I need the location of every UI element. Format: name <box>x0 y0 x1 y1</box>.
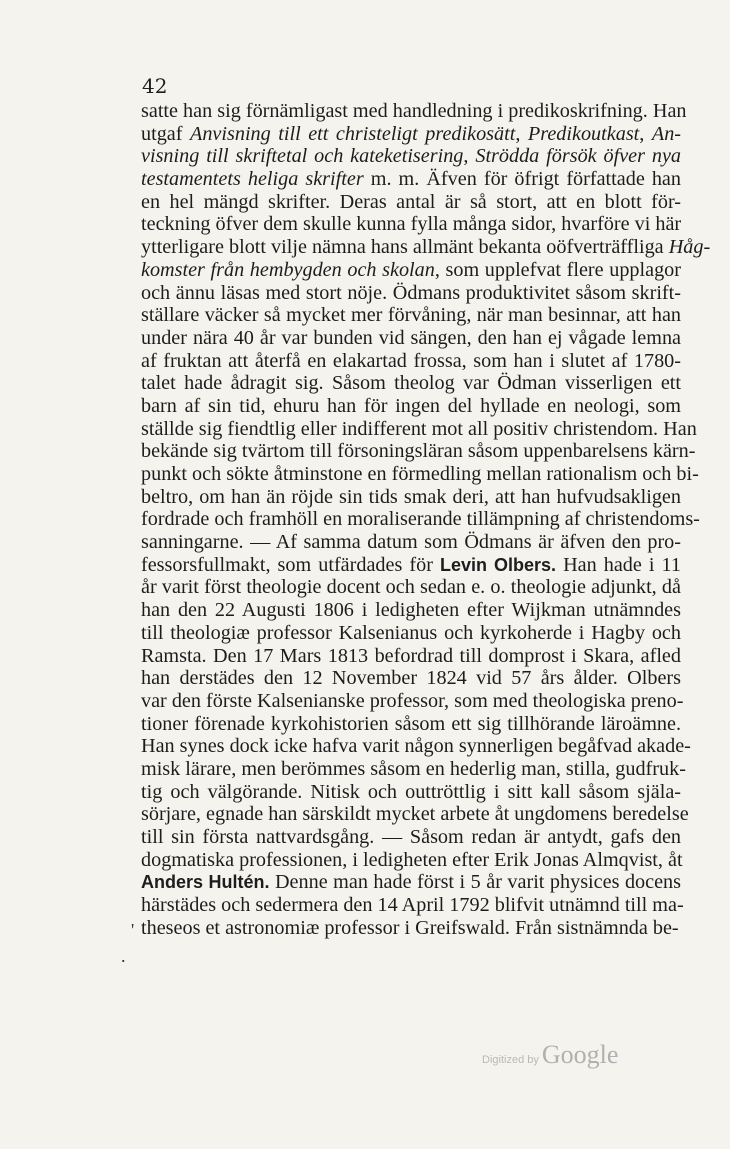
text-line <box>141 372 681 395</box>
text-line <box>141 236 711 259</box>
text-segment: till theologiæ professor Kalsenianus och kyrkoherde i Hagby och <box>141 621 681 644</box>
text-line <box>141 486 681 509</box>
text-line <box>141 735 691 758</box>
italic-title: Strödda försök öfver nya <box>475 145 682 168</box>
text-line <box>141 395 681 418</box>
stray-mark: ' <box>131 920 135 940</box>
google-logo: Google <box>541 1040 619 1069</box>
text-segment: punkt och sökte åtminstone en förmedling mellan rationalism och bi- <box>141 463 699 485</box>
italic-title: komster från hembygden och skolan <box>141 258 435 281</box>
text-line <box>141 667 681 690</box>
text-line <box>141 350 681 373</box>
person-name: Levin Olbers. <box>439 554 557 575</box>
digitization-watermark <box>482 1040 618 1070</box>
text-line <box>141 599 681 622</box>
text-line <box>141 781 681 804</box>
italic-title: visning till skriftetal och kateketisering <box>141 145 464 168</box>
body-text <box>141 100 711 939</box>
text-line <box>141 871 681 894</box>
text-segment: Han synes dock icke hafva varit någon synnerligen begåfvad akade- <box>141 735 691 758</box>
text-segment: misk lärare, men berömmes såsom en hederlig man, stilla, gudfruk- <box>141 757 686 780</box>
text-segment: teckning öfver dem skulle kunna fylla många sidor, hvarföre vi här <box>141 213 682 236</box>
text-line <box>141 757 686 781</box>
text-segment: , <box>515 122 528 145</box>
text-segment: Ramsta. Den 17 Mars 1813 befordrad till domprost i Skara, afled <box>141 644 681 667</box>
text-line <box>141 508 700 531</box>
text-line <box>141 259 681 282</box>
text-segment: satte han sig förnämligast med handledning i predikoskrifning. Han <box>141 100 687 122</box>
italic-title: Håg- <box>668 236 711 259</box>
text-line <box>141 803 689 826</box>
text-line <box>141 849 681 872</box>
text-line <box>141 554 681 577</box>
text-line <box>141 100 687 123</box>
text-segment: , <box>639 122 652 145</box>
text-line <box>141 145 681 168</box>
text-segment: tioner förenade kyrkohistorien såsom ett sig tillhörande läroämne. <box>141 712 681 735</box>
digitized-by-label: Digitized by <box>482 1054 539 1066</box>
text-line <box>141 304 681 327</box>
text-line <box>141 576 681 599</box>
text-segment: han den 22 Augusti 1806 i ledigheten efter Wijkman utnämndes <box>141 599 681 622</box>
text-line <box>141 213 681 236</box>
italic-title: Predikoutkast <box>527 122 640 145</box>
text-line <box>141 917 681 940</box>
text-segment: bekände sig tvärtom till försoningsläran såsom uppenbarelsens kärn- <box>141 440 696 463</box>
text-line <box>141 123 681 146</box>
italic-title: Anvisning till ett christeligt predikosätt <box>190 122 516 145</box>
italic-title: testamentets heliga skrifter <box>141 168 364 191</box>
text-segment: , <box>463 145 476 168</box>
text-segment: tig och välgörande. Nitisk och outtröttlig i sitt kall såsom själa- <box>141 780 681 803</box>
text-line <box>141 327 681 350</box>
text-segment: han derstädes den 12 November 1824 vid 57 års ålder. Olbers <box>141 667 681 690</box>
text-segment: och ännu läsas med stort nöje. Ödmans produktivitet såsom skrift- <box>141 281 681 304</box>
text-line <box>141 645 681 668</box>
text-segment: sanningarne. — Af samma datum som Ödmans är äfven den pro- <box>141 531 681 554</box>
text-segment: dogmatiska professionen, i ledigheten efter Erik Jonas Almqvist, åt <box>141 848 683 871</box>
text-line <box>141 191 681 214</box>
text-segment: ställde sig fiendtlig eller indifferent mot all positiv christendom. Han <box>141 417 697 440</box>
text-segment: utgaf <box>141 122 190 145</box>
person-name: Anders Hultén. <box>141 872 270 893</box>
italic-title: An- <box>651 122 682 145</box>
text-line <box>141 713 681 736</box>
text-segment: ställare väcker så mycket mer förvåning, när man besinnar, att han <box>141 304 681 327</box>
text-segment: , som upplefvat flere upplagor <box>434 258 681 281</box>
text-segment: under nära 40 år var bunden vid sängen, den han ej vågade lemna <box>141 326 681 349</box>
text-line <box>141 826 681 849</box>
text-segment: år varit först theologie docent och sedan e. o. theologie adjunkt, då <box>141 576 681 599</box>
stray-mark: . <box>121 946 126 966</box>
text-segment: en hel mängd skrifter. Deras antal är så stort, att en blott för- <box>141 190 681 213</box>
text-segment: var den förste Kalsenianske professor, som med theologiska preno- <box>141 689 684 712</box>
page-number: 42 <box>142 74 168 98</box>
text-line <box>141 440 696 463</box>
text-line <box>141 689 684 713</box>
text-segment: till sin första nattvardsgång. — Såsom redan är antydt, gafs den <box>141 826 681 848</box>
text-segment: ytterligare blott vilje nämna hans allmänt bekanta oöfverträffliga <box>141 236 669 259</box>
text-segment: m. m. Äfven för öfrigt författade han <box>363 168 681 191</box>
text-line <box>141 531 681 554</box>
text-line <box>141 417 697 441</box>
text-segment: fessorsfullmakt, som utfärdades för <box>141 553 440 576</box>
text-segment: Denne man hade först i 5 år varit physices docens <box>269 871 681 894</box>
text-segment: beltro, om han än röjde sin tids smak deri, att han hufvudsakligen <box>141 485 681 508</box>
text-line <box>141 894 684 917</box>
text-line <box>141 168 681 191</box>
text-segment: theseos et astronomiæ professor i Greifswald. Från sistnämnda be- <box>141 916 679 939</box>
text-line <box>141 622 681 645</box>
text-segment: talet hade ådragit sig. Såsom theolog var Ödman visserligen ett <box>141 372 681 395</box>
text-segment: af fruktan att återfå en elakartad frossa, som han i slutet af 1780- <box>141 349 681 372</box>
text-segment: sörjare, egnade han särskildt mycket arbete åt ungdomens beredelse <box>141 803 689 826</box>
text-segment: barn af sin tid, ehuru han för ingen del hyllade en neologi, som <box>141 394 681 417</box>
text-line <box>141 282 681 305</box>
text-segment: fordrade och framhöll en moraliserande tillämpning af christendoms- <box>141 508 700 531</box>
text-segment: Han hade i 11 <box>556 553 681 576</box>
text-line <box>141 463 699 486</box>
text-segment: härstädes och sedermera den 14 April 1792 blifvit utnämnd till ma- <box>141 894 684 917</box>
